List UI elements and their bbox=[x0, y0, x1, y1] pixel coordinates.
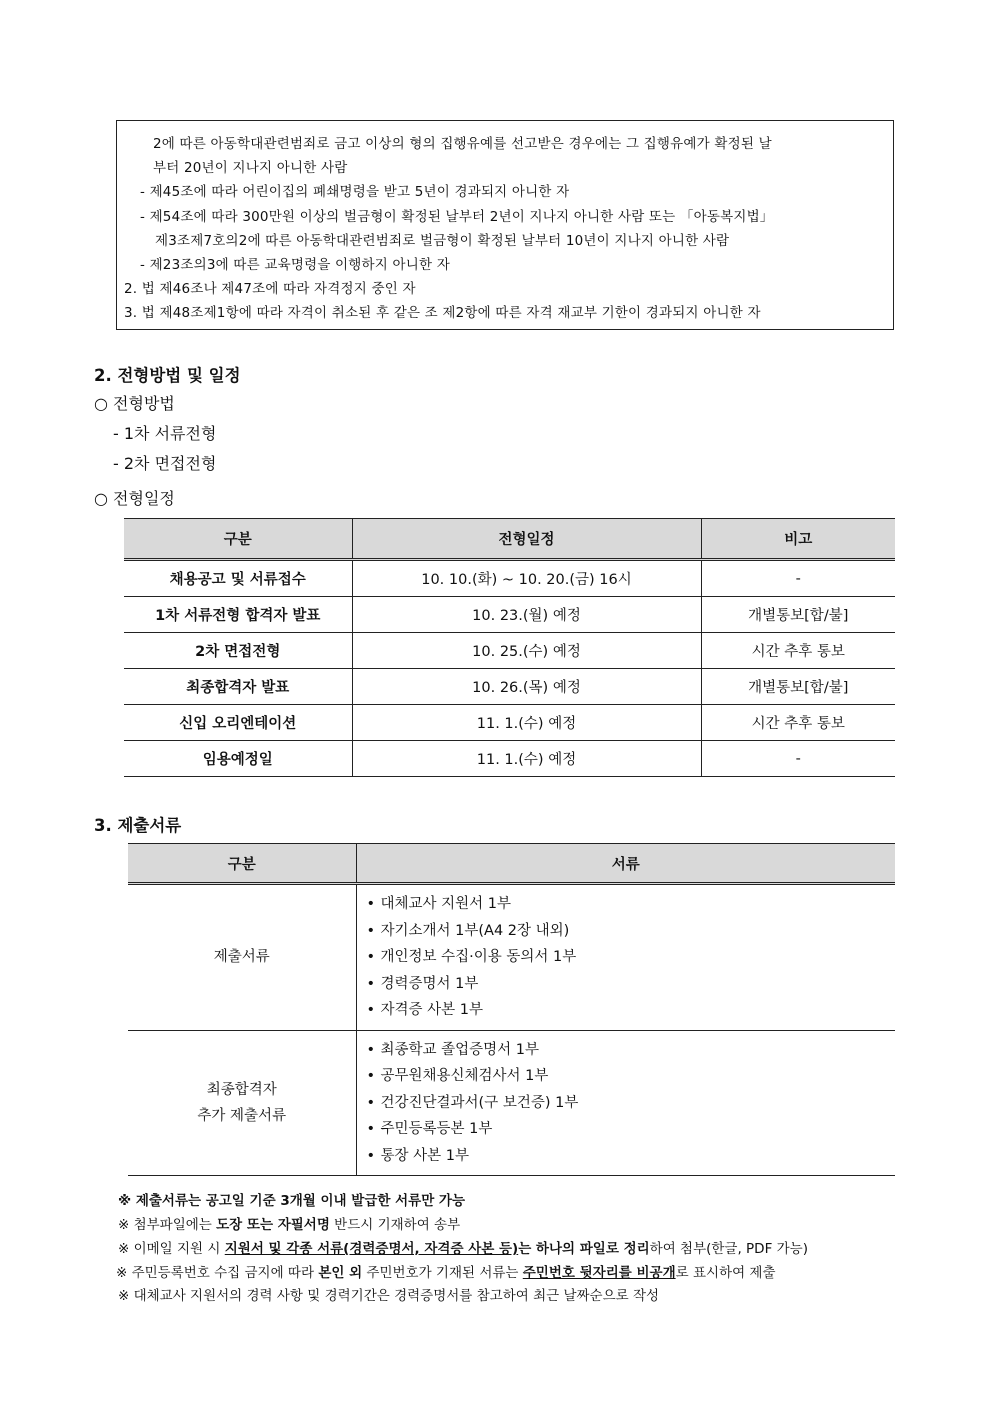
documents-header-row bbox=[128, 844, 895, 884]
disq-line-3: - 제45조에 따라 어린이집의 폐쇄명령을 받고 5년이 경과되지 아니한 자 bbox=[140, 184, 570, 200]
method-item-2: - 2차 면접전형 bbox=[113, 454, 217, 473]
table-row bbox=[124, 705, 895, 741]
note-1 bbox=[118, 1189, 465, 1209]
schedule-item: 신입 오리엔테이션 bbox=[124, 705, 352, 741]
table-row bbox=[124, 741, 895, 777]
schedule-header-date: 전형일정 bbox=[352, 519, 701, 560]
schedule-header-note: 비고 bbox=[701, 519, 895, 560]
list-item: • 주민등록등본 1부 bbox=[367, 1116, 896, 1143]
table-row bbox=[124, 669, 895, 705]
list-item: • 최종학교 졸업증명서 1부 bbox=[367, 1037, 896, 1064]
disq-line-7: 2. 법 제46조나 제47조에 따라 자격정지 중인 자 bbox=[124, 281, 416, 297]
schedule-note: - bbox=[701, 560, 895, 597]
schedule-note: 개별통보[합/불] bbox=[701, 669, 895, 705]
list-item: • 건강진단결과서(구 보건증) 1부 bbox=[367, 1090, 896, 1117]
schedule-note: 시간 추후 통보 bbox=[701, 705, 895, 741]
schedule-date: 10. 23.(월) 예정 bbox=[352, 597, 701, 633]
disq-line-4: - 제54조에 따라 300만원 이상의 벌금형이 확정된 날부터 2년이 지나지 아니한 사람 또는 「아동복지법」 bbox=[140, 209, 774, 225]
note-4 bbox=[116, 1261, 776, 1281]
schedule-item: 채용공고 및 서류접수 bbox=[124, 560, 352, 597]
schedule-date: 10. 10.(화) ~ 10. 20.(금) 16시 bbox=[352, 560, 701, 597]
schedule-date: 11. 1.(수) 예정 bbox=[352, 741, 701, 777]
table-row bbox=[128, 1030, 895, 1176]
schedule-table bbox=[124, 518, 895, 777]
documents-category-line: 추가 제출서류 bbox=[197, 1107, 287, 1124]
schedule-header-category: 구분 bbox=[124, 519, 352, 560]
schedule-note: 시간 추후 통보 bbox=[701, 633, 895, 669]
schedule-item: 임용예정일 bbox=[124, 741, 352, 777]
documents-category bbox=[128, 884, 356, 1031]
list-item: • 자기소개서 1부(A4 2장 내외) bbox=[367, 918, 896, 945]
documents-list-cell bbox=[356, 1030, 895, 1176]
schedule-item: 2차 면접전형 bbox=[124, 633, 352, 669]
schedule-date: 11. 1.(수) 예정 bbox=[352, 705, 701, 741]
schedule-date: 10. 25.(수) 예정 bbox=[352, 633, 701, 669]
list-item: • 통장 사본 1부 bbox=[367, 1143, 896, 1170]
documents-table bbox=[128, 843, 895, 1176]
table-row bbox=[124, 597, 895, 633]
list-item: • 공무원채용신체검사서 1부 bbox=[367, 1063, 896, 1090]
section-2-heading: 2. 전형방법 및 일정 bbox=[94, 366, 241, 385]
documents-header-docs: 서류 bbox=[356, 844, 895, 884]
schedule-title: ○ 전형일정 bbox=[94, 489, 175, 508]
note-3-prefix: ※ 이메일 지원 시 bbox=[118, 1241, 225, 1257]
documents-category bbox=[128, 1030, 356, 1176]
note-4-bold: 본인 외 bbox=[318, 1265, 363, 1281]
list-item: • 개인정보 수집·이용 동의서 1부 bbox=[367, 944, 896, 971]
documents-list bbox=[367, 891, 896, 1024]
disq-line-8: 3. 법 제48조제1항에 따라 자격이 취소된 후 같은 조 제2항에 따른 자격 재교부 기한이 경과되지 아니한 자 bbox=[124, 305, 761, 321]
documents-category-line: 최종합격자 bbox=[206, 1081, 277, 1098]
note-1-text: ※ 제출서류는 공고일 기준 3개월 이내 발급한 서류만 가능 bbox=[118, 1193, 466, 1209]
documents-header-category: 구분 bbox=[128, 844, 356, 884]
note-4-mid: 주민번호가 기재된 서류는 bbox=[362, 1265, 523, 1281]
schedule-note: 개별통보[합/불] bbox=[701, 597, 895, 633]
note-3 bbox=[118, 1237, 808, 1257]
note-4-suffix: 로 표시하여 제출 bbox=[675, 1265, 776, 1281]
table-row bbox=[124, 633, 895, 669]
note-3-bold-underline: 지원서 및 각종 서류(경력증명서, 자격증 사본 등) bbox=[224, 1241, 519, 1257]
schedule-date: 10. 26.(목) 예정 bbox=[352, 669, 701, 705]
note-3-suffix: 하여 첨부(한글, PDF 가능) bbox=[649, 1241, 808, 1257]
list-item: • 대체교사 지원서 1부 bbox=[367, 891, 896, 918]
section-3-heading: 3. 제출서류 bbox=[94, 816, 182, 835]
schedule-note: - bbox=[701, 741, 895, 777]
documents-list-cell bbox=[356, 884, 895, 1031]
note-4-bold-underline: 주민번호 뒷자리를 비공개 bbox=[522, 1265, 676, 1281]
documents-category-line: 제출서류 bbox=[213, 949, 270, 966]
note-2-bold: 도장 또는 자필서명 bbox=[216, 1217, 330, 1233]
schedule-item: 1차 서류전형 합격자 발표 bbox=[124, 597, 352, 633]
note-3-bold: 는 하나의 파일로 정리 bbox=[518, 1241, 650, 1257]
schedule-header-row bbox=[124, 519, 895, 560]
note-4-prefix: ※ 주민등록번호 수집 금지에 따라 bbox=[116, 1265, 319, 1281]
method-title: ○ 전형방법 bbox=[94, 394, 175, 413]
note-2 bbox=[118, 1213, 460, 1233]
documents-list bbox=[367, 1037, 896, 1170]
disq-line-6: - 제23조의3에 따른 교육명령을 이행하지 아니한 자 bbox=[140, 257, 450, 273]
schedule-item: 최종합격자 발표 bbox=[124, 669, 352, 705]
note-2-suffix: 반드시 기재하여 송부 bbox=[329, 1217, 461, 1233]
table-row bbox=[124, 560, 895, 597]
table-row bbox=[128, 884, 895, 1031]
disq-line-5: 제3조제7호의2에 따른 아동학대관련범죄로 벌금형이 확정된 날부터 10년이 지나지 아니한 사람 bbox=[155, 233, 730, 249]
list-item: • 자격증 사본 1부 bbox=[367, 997, 896, 1024]
note-5: ※ 대체교사 지원서의 경력 사항 및 경력기간은 경력증명서를 참고하여 최근 날짜순으로 작성 bbox=[118, 1288, 660, 1304]
disq-line-1: 2에 따른 아동학대관련범죄로 금고 이상의 형의 집행유예를 선고받은 경우에는 그 집행유예가 확정된 날 bbox=[153, 136, 772, 152]
note-2-prefix: ※ 첨부파일에는 bbox=[118, 1217, 217, 1233]
list-item: • 경력증명서 1부 bbox=[367, 971, 896, 998]
method-item-1: - 1차 서류전형 bbox=[113, 424, 217, 443]
disq-line-2: 부터 20년이 지나지 아니한 사람 bbox=[153, 160, 348, 176]
